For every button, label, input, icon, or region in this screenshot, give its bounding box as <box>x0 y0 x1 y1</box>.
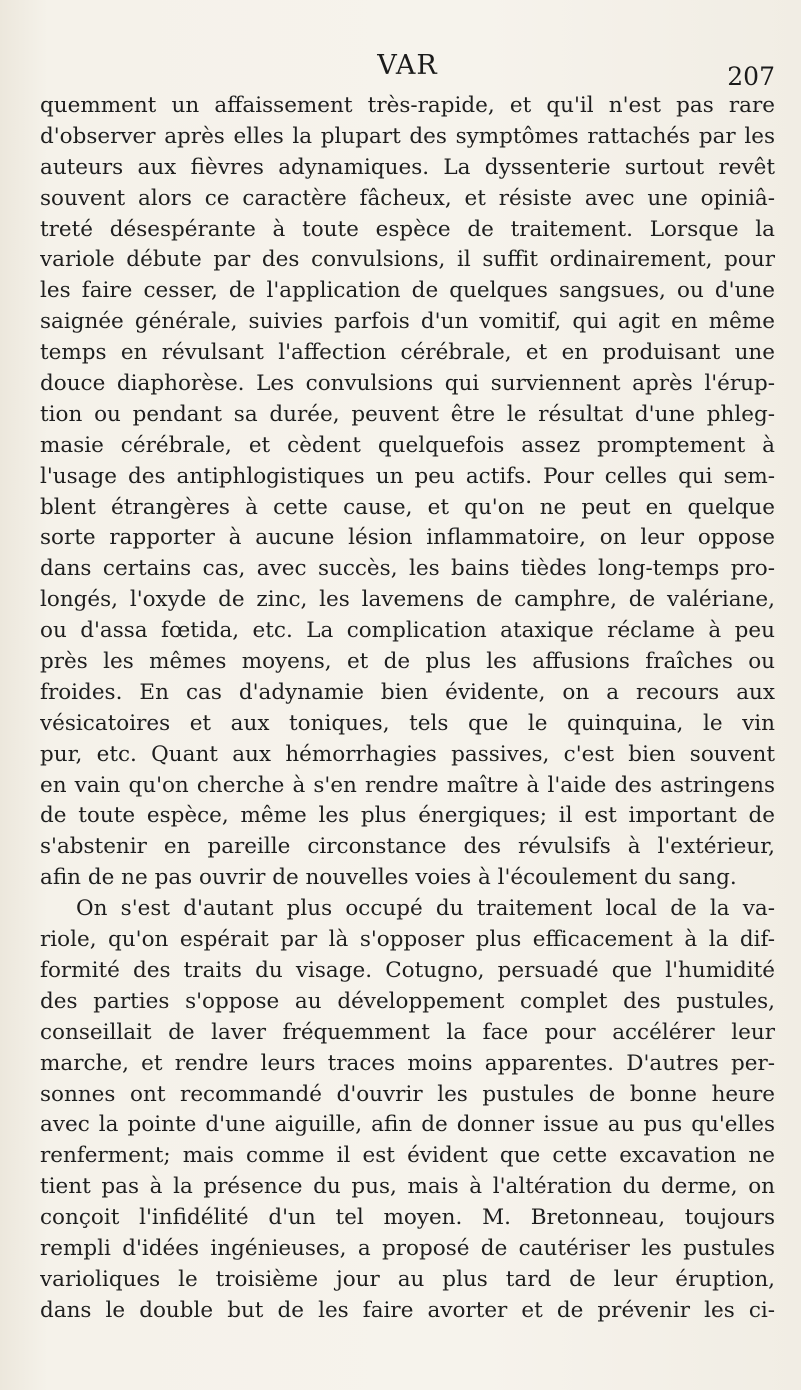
text-line: marche, et rendre leurs traces moins apparentes. D'autres per- <box>40 1050 775 1076</box>
text-line: ou d'assa fœtida, etc. La complication ataxique réclame à peu <box>40 618 775 644</box>
text-line: afin de ne pas ouvrir de nouvelles voies à l'écoulement du sang. <box>40 865 737 891</box>
text-line: quemment un affaissement très-rapide, et qu'il n'est pas rare <box>40 93 775 118</box>
text-line: conçoit l'infidélité d'un tel moyen. M. Bretonneau, toujours <box>40 1205 775 1231</box>
text-line: les faire cesser, de l'application de quelques sangsues, ou d'une <box>40 278 775 304</box>
running-head <box>40 50 775 90</box>
text-line: douce diaphorèse. Les convulsions qui surviennent après l'érup- <box>40 371 775 397</box>
text-line: des parties s'oppose au développement complet des pustules, <box>40 988 775 1014</box>
running-head-title: VAR <box>377 50 438 81</box>
text-line: souvent alors ce caractère fâcheux, et résiste avec une opiniâ- <box>40 185 775 211</box>
text-line: avec la pointe d'une aiguille, afin de donner issue au pus qu'elles <box>40 1112 775 1138</box>
page-number: 207 <box>727 62 775 91</box>
text-line: s'abstenir en pareille circonstance des révulsifs à l'extérieur, <box>40 834 775 860</box>
text-line: variole débute par des convulsions, il suffit ordinairement, pour <box>40 247 775 273</box>
text-line: sonnes ont recommandé d'ouvrir les pustules de bonne heure <box>40 1081 775 1107</box>
text-line: treté désespérante à toute espèce de traitement. Lorsque la <box>40 216 775 242</box>
text-line: On s'est d'autant plus occupé du traitement local de la va- <box>76 896 775 922</box>
text-line: riole, qu'on espérait par là s'opposer plus efficacement à la dif- <box>40 927 775 953</box>
text-line: formité des traits du visage. Cotugno, persuadé que l'humidité <box>40 957 775 983</box>
text-line: longés, l'oxyde de zinc, les lavemens de camphre, de valériane, <box>40 587 775 613</box>
text-line: dans certains cas, avec succès, les bains tièdes long-temps pro- <box>40 556 775 582</box>
text-line: froides. En cas d'adynamie bien évidente, on a recours aux <box>40 679 775 705</box>
text-line: tient pas à la présence du pus, mais à l'altération du derme, on <box>40 1174 775 1200</box>
text-line: pur, etc. Quant aux hémorrhagies passives, c'est bien souvent <box>40 741 775 767</box>
text-line: sorte rapporter à aucune lésion inflammatoire, on leur oppose <box>40 525 775 551</box>
text-line: rempli d'idées ingénieuses, a proposé de cautériser les pustules <box>40 1235 775 1261</box>
text-line: saignée générale, suivies parfois d'un vomitif, qui agit en même <box>40 309 775 335</box>
text-line: d'observer après elles la plupart des symptômes rattachés par les <box>40 123 775 149</box>
text-line: l'usage des antiphlogistiques un peu actifs. Pour celles qui sem- <box>40 463 775 489</box>
text-line: auteurs aux fièvres adynamiques. La dyssenterie surtout revêt <box>40 154 775 180</box>
text-line: près les mêmes moyens, et de plus les affusions fraîches ou <box>40 649 775 675</box>
text-line: masie cérébrale, et cèdent quelquefois assez promptement à <box>40 432 775 458</box>
text-line: conseillait de laver fréquemment la face pour accélérer leur <box>40 1019 775 1045</box>
text-line: tion ou pendant sa durée, peuvent être le résultat d'une phleg- <box>40 401 775 427</box>
text-line: blent étrangères à cette cause, et qu'on ne peut en quelque <box>40 494 775 520</box>
text-line: en vain qu'on cherche à s'en rendre maître à l'aide des astringens <box>40 772 775 798</box>
text-line: vésicatoires et aux toniques, tels que le quinquina, le vin <box>40 710 775 736</box>
text-line: temps en révulsant l'affection cérébrale, et en produisant une <box>40 340 775 366</box>
text-line: de toute espèce, même les plus énergiques; il est important de <box>40 803 775 829</box>
text-line: varioliques le troisième jour au plus tard de leur éruption, <box>40 1266 775 1292</box>
body-text <box>40 91 775 1327</box>
text-line: renferment; mais comme il est évident que cette excavation ne <box>40 1143 775 1169</box>
text-line: dans le double but de les faire avorter et de prévenir les ci- <box>40 1297 775 1323</box>
